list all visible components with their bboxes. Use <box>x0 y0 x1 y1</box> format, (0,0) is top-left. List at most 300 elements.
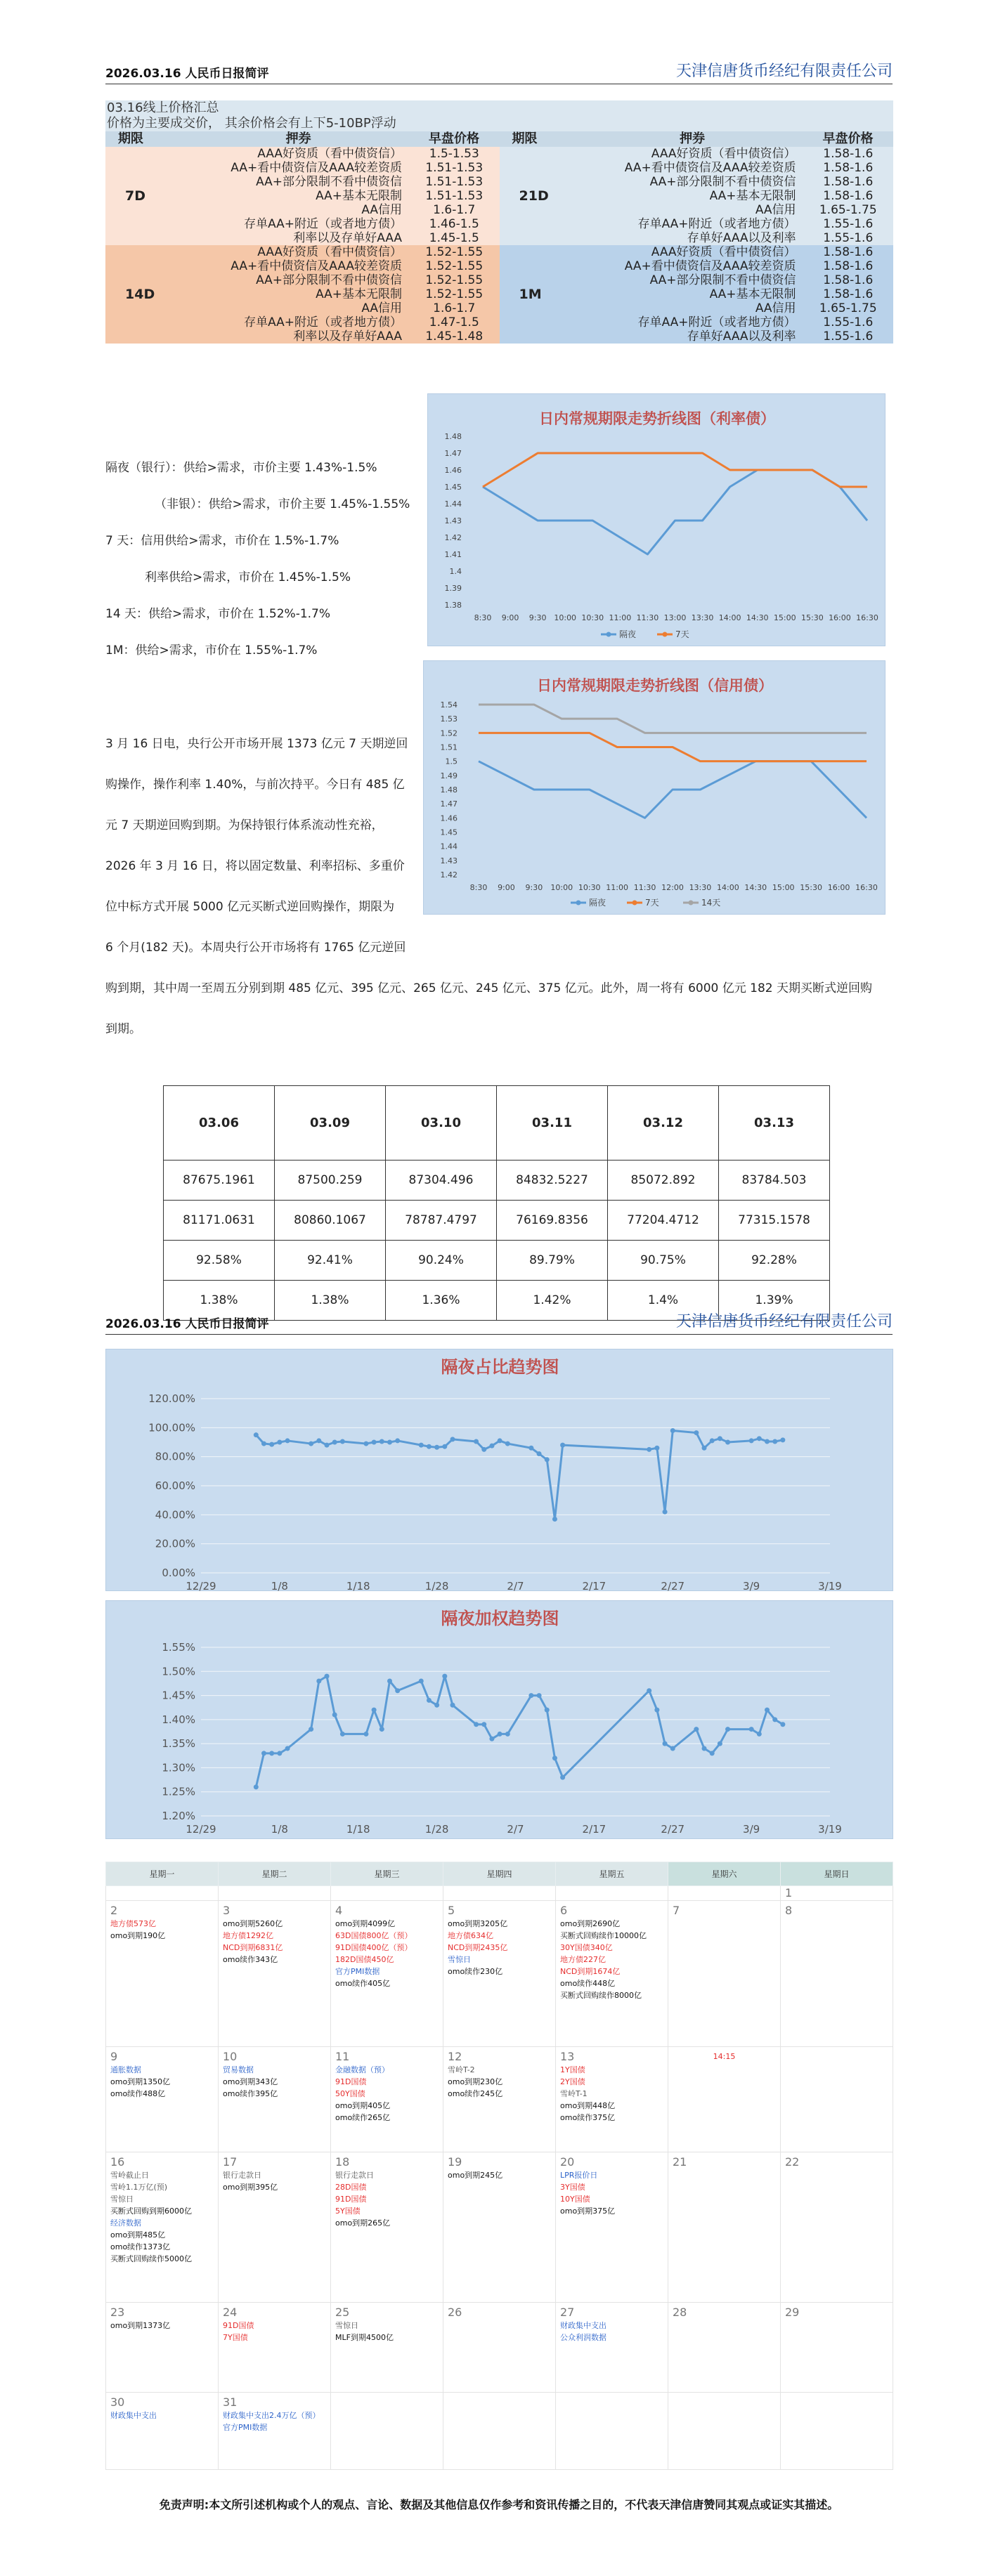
series-line <box>256 1676 783 1787</box>
term-label: 21D <box>519 188 549 204</box>
x-tick-label: 2/7 <box>507 1580 524 1592</box>
price: 1.58-1.6 <box>823 161 874 175</box>
calendar-event: omo到期485亿 <box>110 2230 166 2240</box>
calendar-event: omo续作395亿 <box>223 2089 278 2098</box>
day-number: 12 <box>448 2050 462 2063</box>
calendar-day <box>443 1901 556 2047</box>
col-term: 期限 <box>118 131 143 146</box>
calendar-event: omo续作488亿 <box>110 2089 166 2098</box>
y-tick-label: 60.00% <box>155 1479 195 1492</box>
table-cell: 80860.1067 <box>275 1201 386 1241</box>
data-point <box>772 1717 777 1722</box>
overnight-weighted-chart-svg <box>106 1601 894 1840</box>
table-row <box>164 1160 830 1201</box>
day-number: 26 <box>448 2306 462 2319</box>
y-tick-label: 1.35% <box>162 1737 195 1751</box>
credit-bond-chart-svg <box>424 661 886 915</box>
calendar-day <box>443 2152 556 2303</box>
x-tick-label: 9:00 <box>498 883 515 892</box>
collateral: AA信用 <box>361 203 403 217</box>
calendar-day <box>668 1886 781 1901</box>
price: 1.46-1.5 <box>429 217 479 231</box>
collateral: AA+看中债资信及AAA较差资质 <box>624 259 796 273</box>
data-point <box>325 1443 330 1448</box>
price-row <box>188 189 500 203</box>
x-tick-label: 8:30 <box>474 613 492 622</box>
price-row <box>188 259 500 273</box>
data-point <box>316 1438 321 1443</box>
x-tick-label: 8:30 <box>469 883 488 892</box>
y-tick-label: 1.39 <box>444 584 462 593</box>
data-point <box>419 1679 424 1684</box>
price-block-1M <box>500 245 894 344</box>
price-row <box>582 273 893 287</box>
calendar-week <box>106 2303 893 2393</box>
calendar-event: omo到期265亿 <box>335 2218 391 2228</box>
data-point <box>372 1440 377 1445</box>
chart-title: 日内常规期限走势折线图（利率债） <box>539 410 775 427</box>
calendar-day <box>219 1886 331 1901</box>
price-row <box>188 301 500 315</box>
calendar-day <box>781 2393 893 2470</box>
calendar-event: 金融数据（预） <box>335 2065 389 2074</box>
x-tick-label: 1/18 <box>346 1823 370 1836</box>
calendar-day <box>556 2047 668 2152</box>
price-row <box>582 147 893 161</box>
price-row <box>188 245 500 259</box>
data-point <box>552 1517 557 1522</box>
day-number: 19 <box>448 2155 462 2169</box>
day-number: 20 <box>560 2155 575 2169</box>
calendar-event: 财政集中支出 <box>560 2321 606 2330</box>
series-line <box>483 470 867 554</box>
x-tick-label: 3/9 <box>743 1823 760 1836</box>
y-tick-label: 1.48 <box>444 432 462 441</box>
calendar-day <box>556 2152 668 2303</box>
data-point <box>654 1708 659 1713</box>
price-col-header <box>500 131 894 147</box>
calendar-event: omo到期3205亿 <box>448 1919 508 1928</box>
collateral: 存单好AAA以及利率 <box>687 231 796 245</box>
collateral: AAA好资质（看中债资信） <box>651 147 796 161</box>
calendar-event: 雪岭1.1万亿(预) <box>110 2183 168 2192</box>
commentary-line: 14 天：供给>需求，市价在 1.52%-1.7% <box>105 607 331 621</box>
data-point <box>363 1732 368 1737</box>
calendar-event: 63D国债800亿（预） <box>335 1931 413 1940</box>
calendar-event: 182D国债450亿 <box>335 1955 394 1964</box>
data-point <box>749 1438 754 1443</box>
calendar-event: NCD到期2435亿 <box>448 1943 508 1952</box>
x-tick-label: 12/29 <box>186 1823 216 1836</box>
data-point <box>560 1775 565 1780</box>
data-point <box>765 1439 770 1444</box>
day-number: 25 <box>335 2306 350 2319</box>
calendar-day <box>443 1886 556 1901</box>
table-cell: 83784.503 <box>719 1160 830 1201</box>
x-tick-label: 16:00 <box>829 613 851 622</box>
calendar-event: 买断式回购到期6000亿 <box>110 2206 192 2216</box>
table-cell: 1.42% <box>497 1281 608 1321</box>
price-row <box>188 175 500 189</box>
paragraph-line: 元 7 天期逆回购到期。为保持银行体系流动性充裕， <box>105 818 384 832</box>
price: 1.47-1.5 <box>429 315 479 329</box>
x-tick-label: 11:00 <box>609 613 632 622</box>
price-row <box>188 273 500 287</box>
table-row <box>164 1241 830 1281</box>
table-cell: 1.38% <box>164 1281 275 1321</box>
x-tick-label: 3/19 <box>818 1580 842 1592</box>
calendar-event: 买断式回购续作5000亿 <box>110 2254 192 2263</box>
data-point <box>254 1784 259 1789</box>
calendar-day <box>668 2152 781 2303</box>
calendar-day <box>443 2303 556 2393</box>
calendar-day <box>556 1901 668 2047</box>
x-tick-label: 9:00 <box>501 613 519 622</box>
term-label: 1M <box>519 287 542 302</box>
data-point <box>387 1679 392 1684</box>
x-tick-label: 16:30 <box>855 883 878 892</box>
day-number: 22 <box>785 2155 800 2169</box>
y-tick-label: 120.00% <box>148 1392 195 1405</box>
collateral: AA+看中债资信及AAA较差资质 <box>231 161 403 175</box>
y-tick-label: 1.42 <box>444 533 462 542</box>
collateral: AA+基本无限制 <box>316 287 403 301</box>
table-cell: 77315.1578 <box>719 1201 830 1241</box>
x-tick-label: 1/8 <box>271 1823 288 1836</box>
paragraph-line: 3 月 16 日电，央行公开市场开展 1373 亿元 7 天期逆回 <box>105 737 408 751</box>
chart-title: 隔夜加权趋势图 <box>441 1609 559 1628</box>
data-point <box>340 1439 345 1444</box>
calendar-day <box>219 2047 331 2152</box>
calendar-event: omo续作1373亿 <box>110 2242 171 2251</box>
data-point <box>498 1732 502 1737</box>
price-row <box>582 329 893 344</box>
y-tick-label: 1.43 <box>440 856 458 865</box>
day-number: 7 <box>673 1904 680 1917</box>
calendar-event: NCD到期6831亿 <box>223 1943 283 1952</box>
calendar-week <box>106 1886 893 1901</box>
calendar-event: 3Y国债 <box>560 2183 585 2192</box>
y-tick-label: 100.00% <box>148 1421 195 1434</box>
disclaimer: 免责声明:本文所引述机构或个人的观点、言论、数据及其他信息仅作参考和资讯传播之目的，不代表天津信唐赞同其观点或证实其描述。 <box>159 2498 839 2511</box>
table-cell: 84832.5227 <box>497 1160 608 1201</box>
day-number: 2 <box>110 1904 118 1917</box>
col-term: 期限 <box>512 131 538 146</box>
calendar-event: omo到期245亿 <box>448 2171 503 2180</box>
price-row <box>582 203 893 217</box>
weekday-header: 星期日 <box>781 1862 893 1886</box>
report-title: 2026.03.16 人民币日报简评 <box>105 67 269 81</box>
table-cell: 78787.4797 <box>386 1201 497 1241</box>
calendar-week <box>106 2152 893 2303</box>
data-point <box>552 1756 557 1760</box>
price-block-21D <box>500 147 894 245</box>
day-number: 23 <box>110 2306 125 2319</box>
legend-label: 隔夜 <box>619 629 637 639</box>
price: 1.58-1.6 <box>823 175 874 189</box>
calendar-week <box>106 1901 893 2047</box>
day-number: 1 <box>785 1886 793 1900</box>
price: 1.55-1.6 <box>823 315 874 329</box>
calendar-day <box>219 1901 331 2047</box>
table-cell: 92.28% <box>719 1241 830 1281</box>
y-tick-label: 1.53 <box>440 714 458 724</box>
data-point <box>489 1737 494 1741</box>
data-point <box>340 1732 345 1737</box>
table-cell: 92.41% <box>275 1241 386 1281</box>
data-point <box>419 1443 424 1448</box>
series-line <box>479 733 867 761</box>
overnight-weighted-trend-chart <box>105 1600 893 1839</box>
table-cell: 1.38% <box>275 1281 386 1321</box>
price: 1.5-1.53 <box>429 147 479 161</box>
price-block-7D <box>105 147 500 245</box>
calendar-event: 雪惊日 <box>335 2321 358 2330</box>
calendar-event: 雪岭T-2 <box>448 2065 475 2074</box>
paragraph-line: 2026 年 3 月 16 日，将以固定数量、利率招标、多重价 <box>105 859 405 873</box>
data-point <box>670 1428 675 1433</box>
data-point <box>489 1444 494 1449</box>
commentary-line: 利率供给>需求，市价在 1.45%-1.5% <box>145 570 351 584</box>
weekday-header: 星期六 <box>668 1862 781 1886</box>
company-name: 天津信唐货币经纪有限责任公司 <box>675 63 893 80</box>
table-cell: 85072.892 <box>608 1160 719 1201</box>
collateral: AA+看中债资信及AAA较差资质 <box>624 161 796 175</box>
calendar-event: 91D国债 <box>335 2077 367 2086</box>
calendar-day <box>443 2393 556 2470</box>
data-point <box>537 1693 542 1698</box>
data-point <box>725 1727 730 1732</box>
page-header-2 <box>105 1314 893 1335</box>
calendar-day <box>781 2047 893 2152</box>
col-price: 早盘价格 <box>822 131 874 146</box>
data-point <box>505 1441 510 1446</box>
calendar-event: omo到期230亿 <box>448 2077 503 2086</box>
calendar-event: omo到期5260亿 <box>223 1919 283 1928</box>
calendar-event: omo到期4099亿 <box>335 1919 396 1928</box>
y-tick-label: 1.40% <box>162 1713 195 1726</box>
y-tick-label: 1.38 <box>444 601 462 610</box>
data-point <box>481 1722 486 1727</box>
calendar-event: omo续作343亿 <box>223 1955 278 1964</box>
calendar-event: 28D国债 <box>335 2183 367 2192</box>
calendar-day <box>781 2152 893 2303</box>
calendar-event: 银行走款日 <box>335 2171 374 2180</box>
calendar-day <box>106 1901 219 2047</box>
price-row <box>188 315 500 329</box>
day-number: 27 <box>560 2306 575 2319</box>
calendar-event: 雪岭截止日 <box>110 2171 149 2180</box>
calendar-event: omo续作375亿 <box>560 2113 616 2122</box>
x-tick-label: 1/28 <box>424 1823 449 1836</box>
data-point <box>372 1708 377 1713</box>
data-point <box>545 1708 550 1713</box>
price-row <box>188 203 500 217</box>
day-number: 17 <box>223 2155 238 2169</box>
calendar-event: omo续作230亿 <box>448 1967 503 1976</box>
price-row <box>188 217 500 231</box>
calendar-event: 91D国债 <box>335 2195 367 2204</box>
data-point <box>702 1446 707 1451</box>
x-tick-label: 14:00 <box>718 613 741 622</box>
price: 1.65-1.75 <box>819 203 877 217</box>
legend-marker <box>689 901 694 905</box>
calendar-day <box>443 2047 556 2152</box>
calendar-event: LPR报价日 <box>560 2171 598 2180</box>
data-point <box>498 1438 502 1443</box>
day-number: 11 <box>335 2050 350 2063</box>
data-point <box>316 1679 321 1684</box>
x-tick-label: 11:00 <box>606 883 628 892</box>
price-row <box>582 301 893 315</box>
table-header-cell: 03.12 <box>608 1086 719 1160</box>
calendar-event: 10Y国债 <box>560 2195 590 2204</box>
x-tick-label: 13:30 <box>689 883 712 892</box>
collateral: 存单AA+附近（或者地方债） <box>244 315 403 329</box>
commentary-line: 隔夜（银行）：供给>需求，市价主要 1.43%-1.5% <box>105 461 377 475</box>
legend-label: 7天 <box>645 898 659 908</box>
term-label: 14D <box>125 287 155 302</box>
legend-label: 7天 <box>675 629 689 639</box>
data-point <box>434 1703 439 1708</box>
x-tick-label: 10:30 <box>578 883 601 892</box>
paragraph-line: 位中标方式开展 5000 亿元买断式逆回购操作，期限为 <box>105 900 395 914</box>
calendar-day <box>556 1886 668 1901</box>
table-header-cell: 03.11 <box>497 1086 608 1160</box>
calendar-event: omo到期395亿 <box>223 2183 278 2192</box>
price-title: 03.16线上价格汇总 <box>107 100 219 115</box>
data-point <box>380 1439 384 1444</box>
day-number: 16 <box>110 2155 125 2169</box>
calendar-event: 通胀数据 <box>110 2065 141 2074</box>
commentary-line: 7 天：信用供给>需求，市价在 1.5%-1.7% <box>105 534 339 548</box>
calendar-event: omo续作448亿 <box>560 1979 616 1988</box>
table-cell: 90.24% <box>386 1241 497 1281</box>
x-tick-label: 16:00 <box>827 883 850 892</box>
x-tick-label: 15:30 <box>801 613 824 622</box>
price: 1.52-1.55 <box>425 273 484 287</box>
price: 1.51-1.53 <box>425 189 484 203</box>
price: 1.6-1.7 <box>433 203 476 217</box>
calendar-event: omo到期1350亿 <box>110 2077 171 2086</box>
data-point <box>757 1436 762 1441</box>
data-point <box>505 1732 510 1737</box>
data-point <box>254 1432 259 1437</box>
price-col-header <box>105 131 500 147</box>
x-tick-label: 14:30 <box>744 883 767 892</box>
collateral: 利率以及存单好AAA <box>293 231 403 245</box>
y-tick-label: 1.51 <box>440 743 458 752</box>
calendar-event: MLF到期4500亿 <box>335 2333 394 2342</box>
day-number: 14:15 <box>713 2052 736 2061</box>
y-tick-label: 1.45% <box>162 1689 195 1702</box>
legend-label: 隔夜 <box>589 898 606 908</box>
table-cell: 89.79% <box>497 1241 608 1281</box>
calendar-event: 地方债634亿 <box>448 1931 493 1940</box>
commentary-line: （非银）：供给>需求，市价主要 1.45%-1.55% <box>155 497 410 511</box>
data-point <box>442 1444 447 1449</box>
calendar-day <box>331 2152 443 2303</box>
page-header <box>105 63 893 84</box>
legend-marker <box>606 632 611 637</box>
table-header-cell: 03.06 <box>164 1086 275 1160</box>
data-point <box>387 1440 392 1445</box>
price: 1.58-1.6 <box>823 259 874 273</box>
price-subtitle: 价格为主要成交价， 其余价格会有上下5-10BP浮动 <box>107 116 396 131</box>
price-summary <box>105 100 893 131</box>
data-point <box>474 1722 479 1727</box>
legend-marker <box>576 901 581 905</box>
x-tick-label: 9:30 <box>528 613 547 622</box>
calendar-event: 银行走款日 <box>223 2171 261 2180</box>
calendar-week <box>106 2393 893 2470</box>
price: 1.58-1.6 <box>823 147 874 161</box>
calendar-day <box>331 2393 443 2470</box>
data-point <box>725 1440 730 1445</box>
price-row <box>188 161 500 175</box>
y-tick-label: 1.5 <box>445 757 458 766</box>
data-point <box>545 1457 550 1462</box>
table-cell: 81171.0631 <box>164 1201 275 1241</box>
calendar-day <box>219 2303 331 2393</box>
table-cell: 90.75% <box>608 1241 719 1281</box>
series-line <box>483 453 867 487</box>
y-tick-label: 1.49 <box>440 771 458 780</box>
calendar-event: 雪惊日 <box>448 1955 471 1964</box>
paragraph-line: 购操作，操作利率 1.40%，与前次持平。今日有 485 亿 <box>105 778 405 792</box>
data-point <box>309 1727 313 1732</box>
collateral: AA+基本无限制 <box>709 287 796 301</box>
table-header-row <box>164 1086 830 1160</box>
collateral: AA+部分限制不看中债资信 <box>649 273 796 287</box>
x-tick-label: 14:30 <box>746 613 769 622</box>
calendar-event: 贸易数据 <box>223 2065 254 2074</box>
data-point <box>325 1674 330 1679</box>
y-tick-label: 1.44 <box>444 499 462 509</box>
calendar-event: omo到期2690亿 <box>560 1919 621 1928</box>
price: 1.58-1.6 <box>823 287 874 301</box>
x-tick-label: 12:00 <box>661 883 684 892</box>
y-tick-label: 1.47 <box>440 799 458 809</box>
calendar-event: 买断式回购续作8000亿 <box>560 1991 642 2000</box>
calendar-event: omo到期343亿 <box>223 2077 278 2086</box>
data-point <box>261 1751 266 1756</box>
calendar-day <box>219 2152 331 2303</box>
collateral: AAA好资质（看中债资信） <box>651 245 796 259</box>
data-point <box>670 1746 675 1751</box>
data-point <box>285 1746 290 1751</box>
legend-marker <box>633 901 637 905</box>
calendar-event: 公众利润数据 <box>560 2333 606 2342</box>
price-row <box>582 175 893 189</box>
calendar-day <box>331 2047 443 2152</box>
table-cell: 87675.1961 <box>164 1160 275 1201</box>
price-row <box>582 161 893 175</box>
x-tick-label: 15:00 <box>772 883 795 892</box>
calendar-day <box>106 1886 219 1901</box>
y-tick-label: 80.00% <box>155 1450 195 1463</box>
y-tick-label: 1.4 <box>449 567 462 576</box>
x-tick-label: 2/27 <box>661 1580 685 1592</box>
calendar-event: 财政集中支出2.4万亿（预） <box>223 2411 320 2420</box>
price: 1.52-1.55 <box>425 287 484 301</box>
data-point <box>277 1440 282 1445</box>
data-point <box>277 1751 282 1756</box>
calendar-event: 5Y国债 <box>335 2206 361 2216</box>
calendar-event: 地方债227亿 <box>560 1955 606 1964</box>
calendar-event: 雪惊日 <box>110 2195 134 2204</box>
calendar-event: 91D国债400亿（预） <box>335 1943 413 1952</box>
